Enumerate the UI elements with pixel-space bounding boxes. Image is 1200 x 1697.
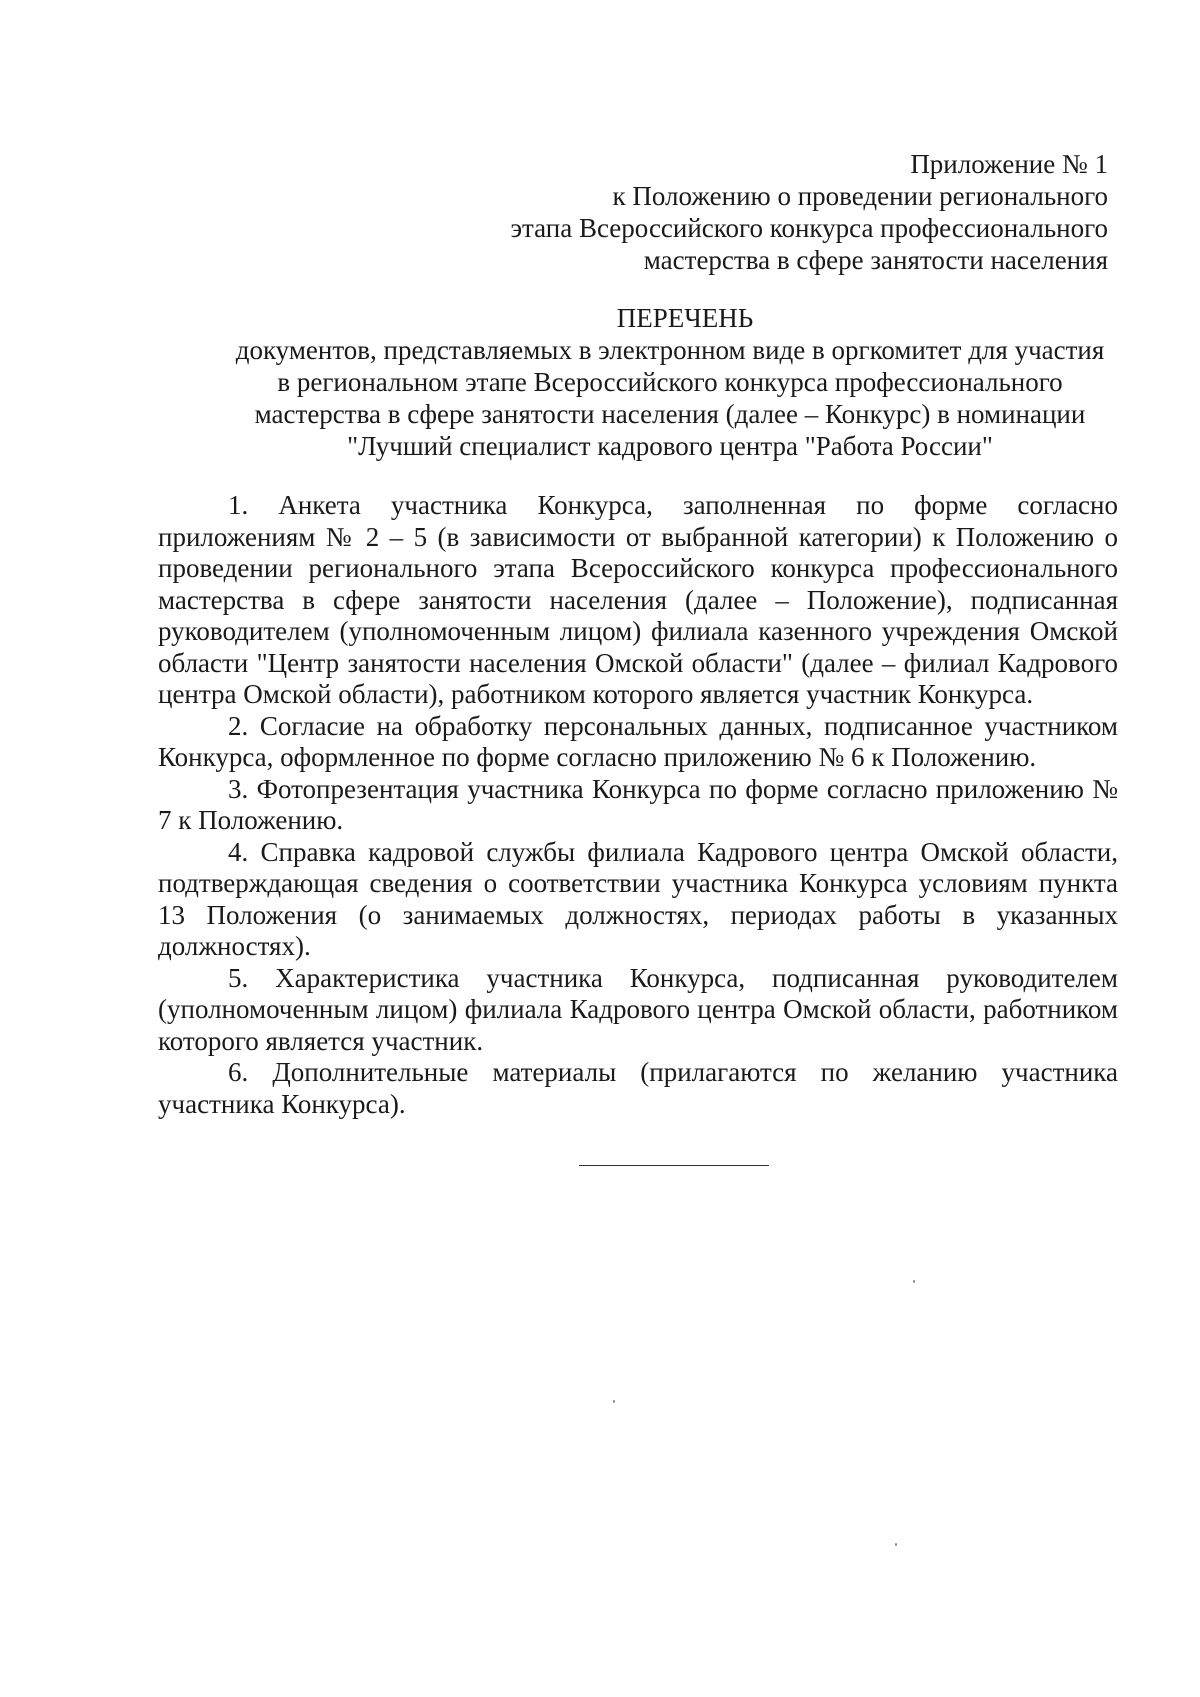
scan-speck	[613, 1400, 615, 1403]
subtitle-line: в региональном этапе Всероссийского конкурса профессионального	[277, 367, 1063, 397]
appendix-header	[510, 148, 1108, 276]
document-list	[158, 490, 1118, 1120]
appendix-reference-line: к Положению о проведении регионального	[612, 181, 1108, 211]
list-item: 6. Дополнительные материалы (прилагаются по желанию участника участника Конкурса).	[158, 1057, 1118, 1119]
document-subtitle	[0, 334, 1200, 462]
list-item: 2. Согласие на обработку персональных данных, подписанное участником Конкурса, оформленное по форме согласно приложению № 6 к Положению.	[158, 710, 1118, 772]
appendix-reference-line: этапа Всероссийского конкурса профессионального	[510, 213, 1108, 243]
list-item: 1. Анкета участника Конкурса, заполненная по форме согласно приложениям № 2 – 5 (в зависимости от выбранной категории) к Положению о проведении регионального этапа Всероссийского конкурса профессионального мастерства в сфере занятости населения (далее – Положение), подписанная руководителем (уполномоченным лицом) филиала казенного учреждения Омской области "Центр занятости населения Омской области" (далее – филиал Кадрового центра Омской области), работником которого является участник Конкурса.	[158, 490, 1118, 709]
scan-speck	[913, 1280, 915, 1283]
closing-divider	[579, 1165, 769, 1166]
appendix-number: Приложение № 1	[910, 149, 1108, 179]
list-item: 5. Характеристика участника Конкурса, подписанная руководителем (уполномоченным лицом) филиала Кадрового центра Омской области, работником которого является участник.	[158, 962, 1118, 1056]
list-item: 3. Фотопрезентация участника Конкурса по форме согласно приложению № 7 к Положению.	[158, 773, 1118, 835]
appendix-reference-line: мастерства в сфере занятости населения	[643, 245, 1108, 275]
document-title: ПЕРЕЧЕНЬ	[616, 303, 754, 333]
subtitle-line: "Лучший специалист кадрового центра "Работа России"	[347, 431, 993, 461]
subtitle-line: мастерства в сфере занятости населения (далее – Конкурс) в номинации	[254, 399, 1086, 429]
subtitle-line: документов, представляемых в электронном виде в оргкомитет для участия	[235, 335, 1105, 365]
list-item: 4. Справка кадровой службы филиала Кадрового центра Омской области, подтверждающая сведения о соответствии участника Конкурса условиям пункта 13 Положения (о занимаемых должностях, периодах работы в указанных должностях).	[158, 836, 1118, 961]
scan-speck	[895, 1543, 897, 1546]
